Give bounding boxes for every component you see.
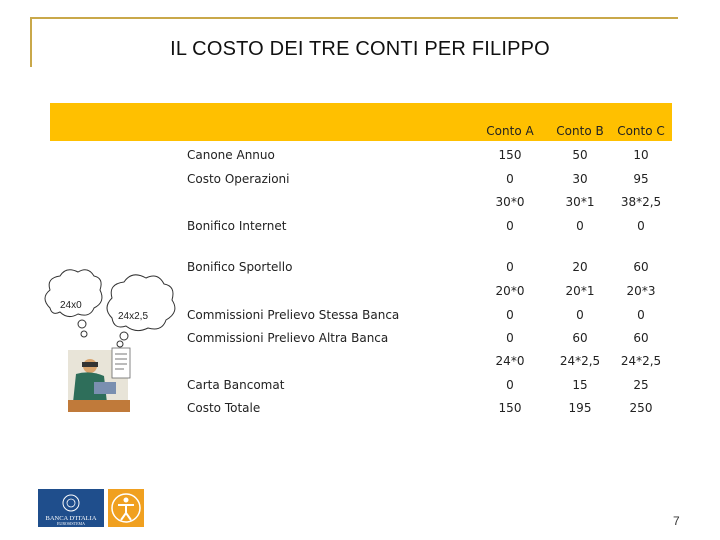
logo-bank-name: BANCA D'ITALIA — [45, 515, 97, 522]
table-cell-formula: 30*1 — [565, 195, 595, 209]
table-cell: 60 — [572, 331, 588, 345]
table-cell: 0 — [637, 308, 645, 322]
table-cell: 20 — [572, 260, 588, 274]
table-cell: 95 — [633, 172, 649, 186]
page-title: IL COSTO DEI TRE CONTI PER FILIPPO — [170, 38, 550, 60]
table-cell-formula: 24*2,5 — [559, 354, 601, 368]
thought-cloud-right-text: 24x2,5 — [118, 311, 149, 322]
table-cell: 0 — [506, 219, 514, 233]
thought-cloud-right — [107, 275, 175, 331]
table-cell: 60 — [633, 331, 649, 345]
column-header-conto-c: Conto C — [617, 124, 665, 138]
table-cell: 150 — [498, 401, 522, 415]
row-label-prelievo-altra-banca: Commissioni Prelievo Altra Banca — [187, 331, 389, 345]
table-cell: 195 — [568, 401, 592, 415]
thought-cloud-left-text: 24x0 — [60, 300, 82, 311]
table-cell: 25 — [633, 378, 649, 392]
logo-subtitle: EUROSISTEMA — [56, 521, 86, 526]
column-header-conto-b: Conto B — [556, 124, 604, 138]
column-header-conto-a: Conto A — [486, 124, 534, 138]
table-cell-formula: 24*2,5 — [620, 354, 662, 368]
table-cell: 0 — [506, 260, 514, 274]
table-cell-formula: 20*3 — [626, 284, 656, 298]
table-cell: 0 — [506, 172, 514, 186]
table-cell: 250 — [629, 401, 653, 415]
page-number: 7 — [673, 514, 680, 528]
banca-italia-logo — [38, 489, 144, 527]
table-cell-formula: 38*2,5 — [620, 195, 662, 209]
row-label-bonifico-internet: Bonifico Internet — [187, 219, 287, 233]
row-label-costo-totale: Costo Totale — [187, 401, 261, 415]
row-label-bonifico-sportello: Bonifico Sportello — [187, 260, 293, 274]
table-cell: 15 — [572, 378, 588, 392]
table-cell-formula: 24*0 — [495, 354, 525, 368]
table-cell: 0 — [637, 219, 645, 233]
person-at-desk-illustration — [68, 348, 130, 412]
thought-clouds-illustration — [38, 262, 186, 422]
table-cell: 0 — [506, 378, 514, 392]
table-cell: 60 — [633, 260, 649, 274]
table-cell: 10 — [633, 148, 649, 162]
row-label-carta-bancomat: Carta Bancomat — [187, 378, 285, 392]
table-cell: 50 — [572, 148, 588, 162]
table-cell-formula: 20*0 — [495, 284, 525, 298]
row-label-costo-operazioni: Costo Operazioni — [187, 172, 290, 186]
table-cell: 150 — [498, 148, 522, 162]
logo-graphic — [38, 489, 144, 527]
row-label-canone-annuo: Canone Annuo — [187, 148, 275, 162]
frame-top-line — [30, 17, 678, 19]
table-cell: 30 — [572, 172, 588, 186]
table-cell-formula: 30*0 — [495, 195, 525, 209]
row-label-prelievo-stessa-banca: Commissioni Prelievo Stessa Banca — [187, 308, 400, 322]
table-cell: 0 — [576, 219, 584, 233]
table-cell: 0 — [576, 308, 584, 322]
table-cell: 0 — [506, 308, 514, 322]
table-cell: 0 — [506, 331, 514, 345]
table-cell-formula: 20*1 — [565, 284, 595, 298]
